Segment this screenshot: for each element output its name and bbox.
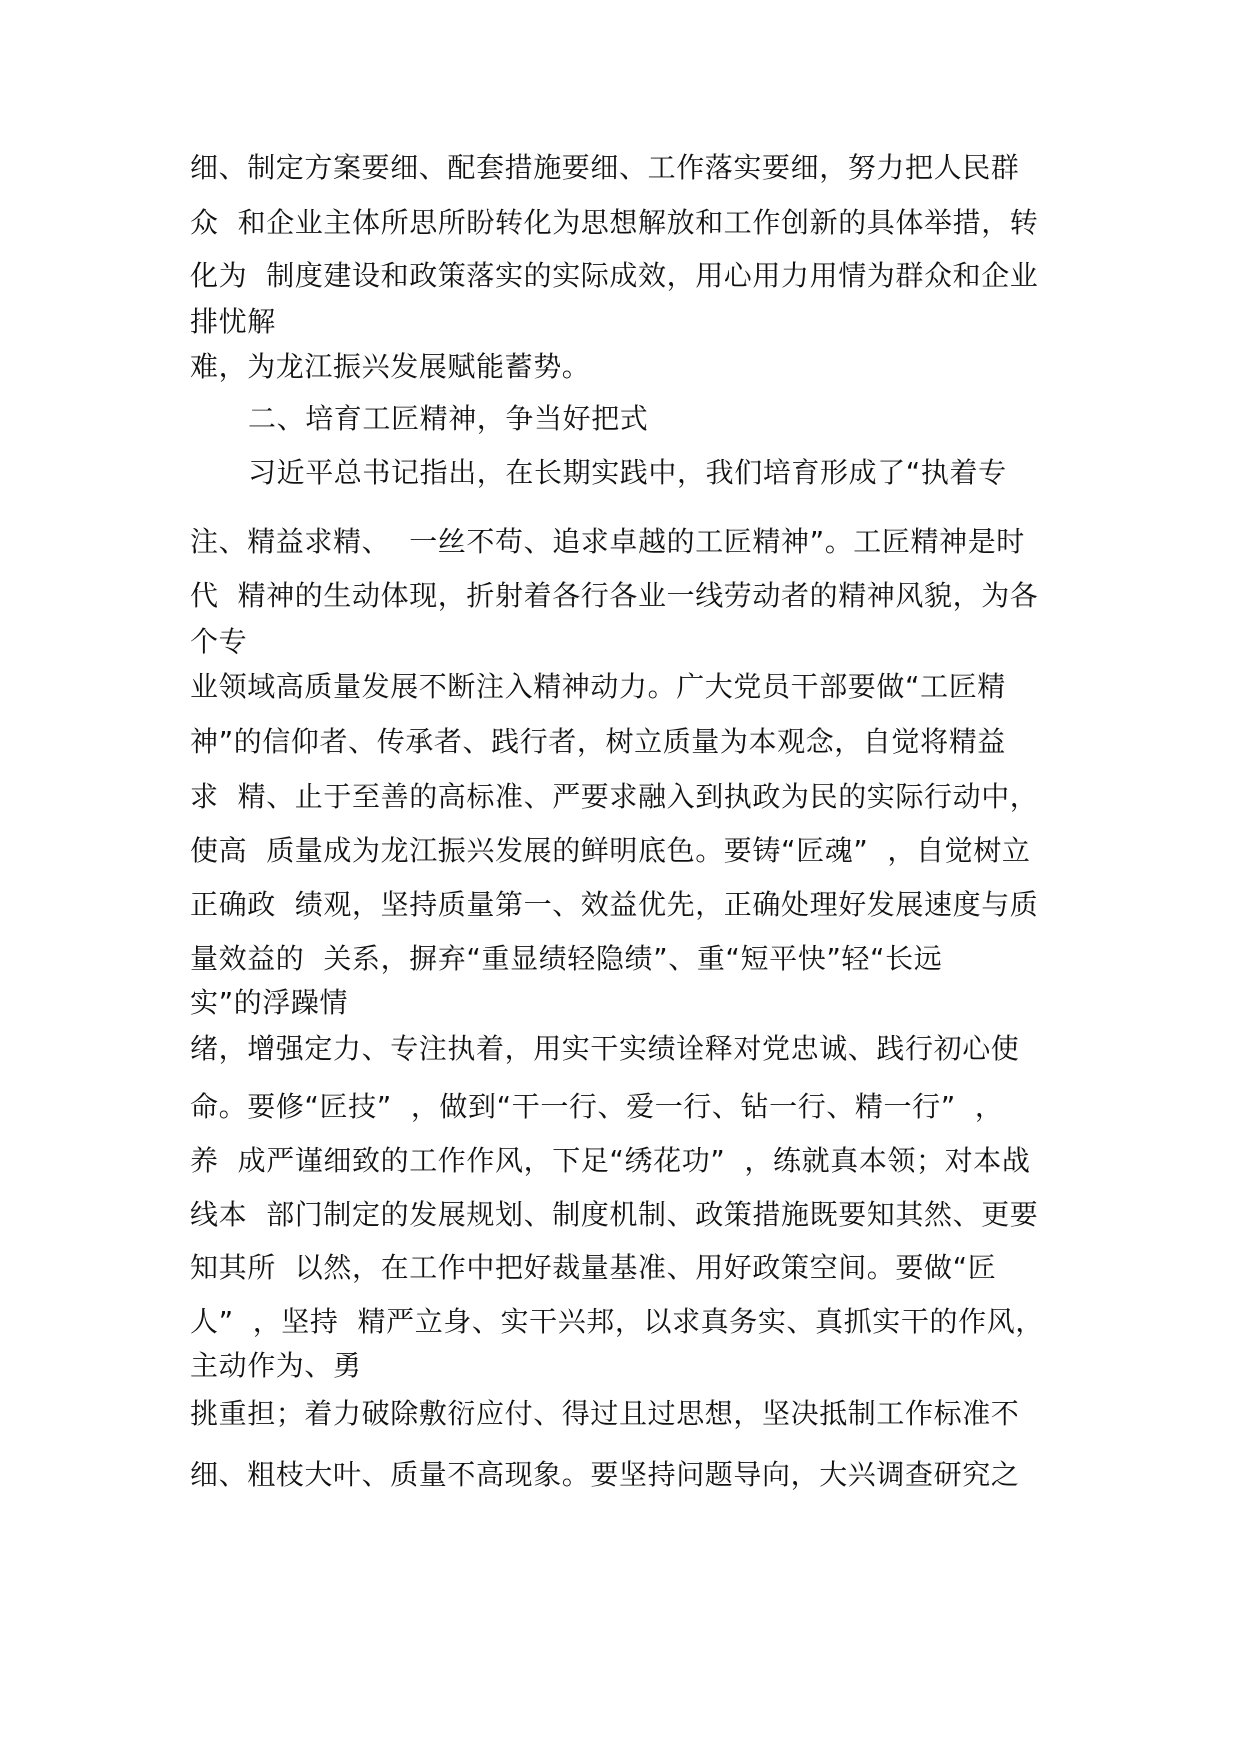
text-line: 求 精、止于至善的高标准、严要求融入到执政为民的实际行动中， xyxy=(190,780,1039,813)
text-line: 命。要修“匠技” ，做到“干一行、爱一行、钻一行、精一行” ， xyxy=(190,1090,1004,1123)
text-line: 绪，增强定力、专注执着，用实干实绩诠释对党忠诚、践行初心使 xyxy=(190,1032,1020,1065)
text-line: 人” ，坚持 精严立身、实干兴邦，以求真务实、真抓实干的作风， xyxy=(190,1305,1044,1338)
text-line: 量效益的 关系，摒弃“重显绩轻隐绩”、重“短平快”轻“长远 xyxy=(190,942,943,975)
text-line: 正确政 绩观，坚持质量第一、效益优先，正确处理好发展速度与质 xyxy=(190,888,1039,921)
text-line: 挑重担；着力破除敷衍应付、得过且过思想，坚决抵制工作标准不 xyxy=(190,1397,1020,1430)
text-line: 线本 部门制定的发展规划、制度机制、政策措施既要知其然、更要 xyxy=(190,1198,1039,1231)
text-line: 使高 质量成为龙江振兴发展的鲜明底色。要铸“匠魂” ，自觉树立 xyxy=(190,834,1031,867)
text-line: 养 成严谨细致的工作作风，下足“绣花功” ，练就真本领；对本战 xyxy=(190,1144,1031,1177)
text-line: 神”的信仰者、传承者、践行者，树立质量为本观念，自觉将精益 xyxy=(190,725,1006,758)
text-line: 化为 制度建设和政策落实的实际成效，用心用力用情为群众和企业 xyxy=(190,259,1039,292)
text-line: 排忧解 xyxy=(190,305,276,338)
paragraph-first-line: 习近平总书记指出，在长期实践中，我们培育形成了“执着专 xyxy=(248,456,1007,489)
text-line: 众 和企业主体所思所盼转化为思想解放和工作创新的具体举措，转 xyxy=(190,206,1039,239)
text-line: 注、精益求精、 一丝不苟、追求卓越的工匠精神”。工匠精神是时 xyxy=(190,525,1025,558)
text-line: 个专 xyxy=(190,625,248,658)
text-line: 难，为龙江振兴发展赋能蓄势。 xyxy=(190,350,591,383)
text-line: 实”的浮躁情 xyxy=(190,986,349,1019)
text-line: 细、粗枝大叶、质量不高现象。要坚持问题导向，大兴调查研究之 xyxy=(190,1458,1020,1491)
text-line: 主动作为、勇 xyxy=(190,1349,362,1382)
text-line: 代 精神的生动体现，折射着各行各业一线劳动者的精神风貌，为各 xyxy=(190,579,1039,612)
section-heading: 二、培育工匠精神，争当好把式 xyxy=(248,402,649,435)
text-line: 业领域高质量发展不断注入精神动力。广大党员干部要做“工匠精 xyxy=(190,670,1006,703)
text-line: 知其所 以然，在工作中把好裁量基准、用好政策空间。要做“匠 xyxy=(190,1251,997,1284)
text-line: 细、制定方案要细、配套措施要细、工作落实要细，努力把人民群 xyxy=(190,151,1020,184)
